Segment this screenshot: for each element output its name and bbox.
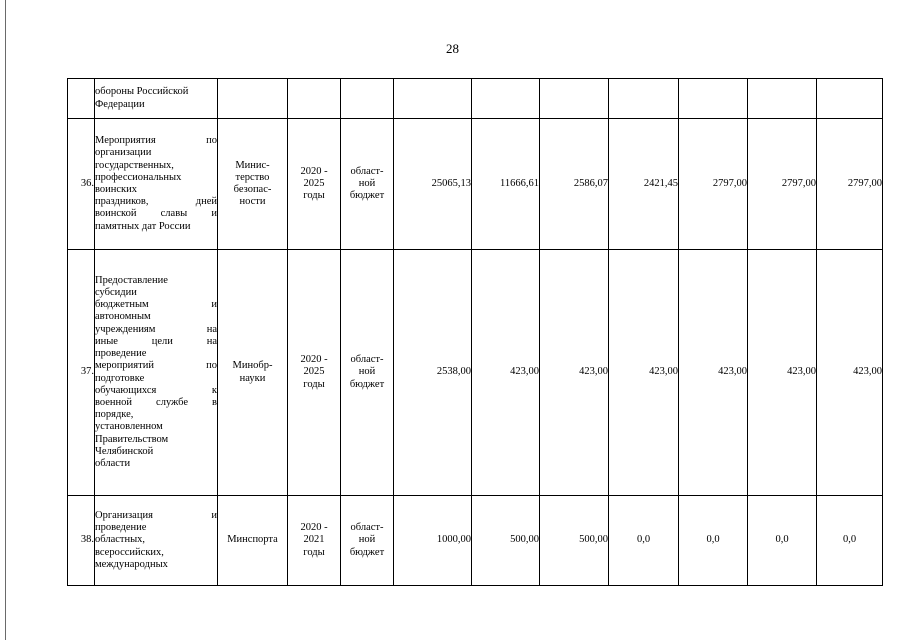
year-amount-cell: 2797,00	[679, 119, 748, 250]
measure-description	[95, 79, 218, 119]
description-line: проведение	[95, 348, 147, 360]
year-amount-cell: 423,00	[817, 250, 883, 496]
description-line: проведение	[95, 522, 147, 534]
year-amount-cell: 2797,00	[817, 119, 883, 250]
year-amount-cell: 2421,45	[609, 119, 679, 250]
executor-cell	[218, 496, 288, 586]
table-row	[68, 79, 883, 119]
total-amount-cell: 2538,00	[394, 250, 472, 496]
description-line: бюджетным и	[95, 299, 217, 311]
period-line: 2020 -	[300, 165, 328, 177]
funding-source-line: област-	[350, 354, 384, 366]
description-line: подготовке	[95, 372, 145, 384]
executor-line: безопас-	[233, 184, 272, 195]
description-line: профессиональных	[95, 171, 182, 183]
period-line: 2025	[303, 366, 325, 378]
period-cell	[288, 119, 341, 250]
year-amount-cell: 2586,07	[540, 119, 609, 250]
executor-line: Минспорта	[227, 534, 278, 546]
year-amount-cell: 423,00	[748, 250, 817, 496]
year-amount-cell	[679, 79, 748, 119]
description-line: Мероприятия по	[95, 135, 217, 147]
description-line: обучающихся к	[95, 384, 217, 396]
period-line: 2025	[303, 177, 325, 189]
period-cell	[288, 496, 341, 586]
description-line: Правительством	[95, 433, 169, 445]
period-line: 2020 -	[300, 354, 328, 366]
year-amount-cell	[817, 79, 883, 119]
funding-source-line: бюджет	[349, 378, 385, 390]
funding-source-line: бюджет	[349, 190, 385, 202]
table-row	[68, 250, 883, 496]
funding-source-cell	[341, 79, 394, 119]
year-amount-cell: 0,0	[817, 496, 883, 586]
executor-cell	[218, 250, 288, 496]
total-amount-cell: 1000,00	[394, 496, 472, 586]
executor-cell	[218, 119, 288, 250]
table-row	[68, 496, 883, 586]
executor-line: терство	[235, 171, 270, 183]
year-amount-cell	[609, 79, 679, 119]
description-line: воинской славы и	[95, 208, 217, 220]
description-line: Федерации	[95, 98, 145, 110]
description-line: организации	[95, 147, 152, 159]
measure-description	[95, 496, 218, 586]
year-amount-cell: 423,00	[540, 250, 609, 496]
program-measures-table	[67, 78, 883, 586]
year-amount-cell: 0,0	[748, 496, 817, 586]
executor-line: Минис-	[235, 159, 270, 171]
year-amount-cell: 0,0	[679, 496, 748, 586]
scan-left-edge	[5, 0, 6, 640]
period-line: годы	[303, 546, 325, 558]
funding-source-line: ной	[358, 177, 376, 189]
year-amount-cell: 423,00	[609, 250, 679, 496]
description-line: областных,	[95, 534, 146, 546]
total-amount-cell	[394, 79, 472, 119]
description-line: Организация и	[95, 509, 217, 521]
description-line: иные цели на	[95, 335, 217, 347]
year-amount-cell: 11666,61	[472, 119, 540, 250]
funding-source-line: бюджет	[349, 546, 385, 558]
funding-source-line: ной	[358, 366, 376, 378]
executor-line: Минобр-	[232, 360, 273, 372]
description-line: автономным	[95, 311, 151, 323]
description-line: Предоставление	[95, 274, 168, 286]
period-line: годы	[303, 190, 325, 202]
table-row	[68, 119, 883, 250]
description-line: учреждениям на	[95, 323, 217, 335]
description-line: государственных,	[95, 159, 174, 171]
year-amount-cell	[748, 79, 817, 119]
description-line: воинских	[95, 184, 138, 195]
year-amount-cell: 423,00	[679, 250, 748, 496]
year-amount-cell: 423,00	[472, 250, 540, 496]
funding-source-line: област-	[350, 522, 384, 534]
description-line: порядке,	[95, 409, 134, 421]
year-amount-cell: 2797,00	[748, 119, 817, 250]
year-amount-cell	[540, 79, 609, 119]
description-line: Челябинской	[95, 445, 154, 457]
description-line: праздников, дней	[95, 196, 217, 208]
description-line: международных	[95, 558, 168, 570]
year-amount-cell: 0,0	[609, 496, 679, 586]
funding-source-cell	[341, 119, 394, 250]
executor-line: науки	[239, 372, 266, 384]
total-amount-cell: 25065,13	[394, 119, 472, 250]
funding-source-line: област-	[350, 165, 384, 177]
page-number: 28	[446, 41, 459, 56]
description-line: всероссийских,	[95, 546, 164, 558]
row-number: 36.	[68, 119, 95, 250]
description-line: обороны Российской	[95, 86, 189, 98]
description-line: военной службе в	[95, 396, 217, 408]
year-amount-cell	[472, 79, 540, 119]
funding-source-cell	[341, 250, 394, 496]
executor-line: ности	[239, 196, 266, 208]
executor-cell	[218, 79, 288, 119]
measure-description	[95, 119, 218, 250]
description-line: мероприятий по	[95, 360, 217, 372]
row-number	[68, 79, 95, 119]
funding-source-line: ной	[358, 534, 376, 546]
year-amount-cell: 500,00	[472, 496, 540, 586]
period-line: 2020 -	[300, 522, 328, 534]
period-line: годы	[303, 378, 325, 390]
row-number: 37.	[68, 250, 95, 496]
description-line: области	[95, 457, 131, 469]
description-line: субсидии	[95, 287, 137, 299]
description-line: установленном	[95, 421, 163, 433]
period-line: 2021	[303, 534, 325, 546]
funding-source-cell	[341, 496, 394, 586]
year-amount-cell: 500,00	[540, 496, 609, 586]
period-cell	[288, 250, 341, 496]
row-number: 38.	[68, 496, 95, 586]
measure-description	[95, 250, 218, 496]
description-line: памятных дат России	[95, 220, 191, 232]
period-cell	[288, 79, 341, 119]
